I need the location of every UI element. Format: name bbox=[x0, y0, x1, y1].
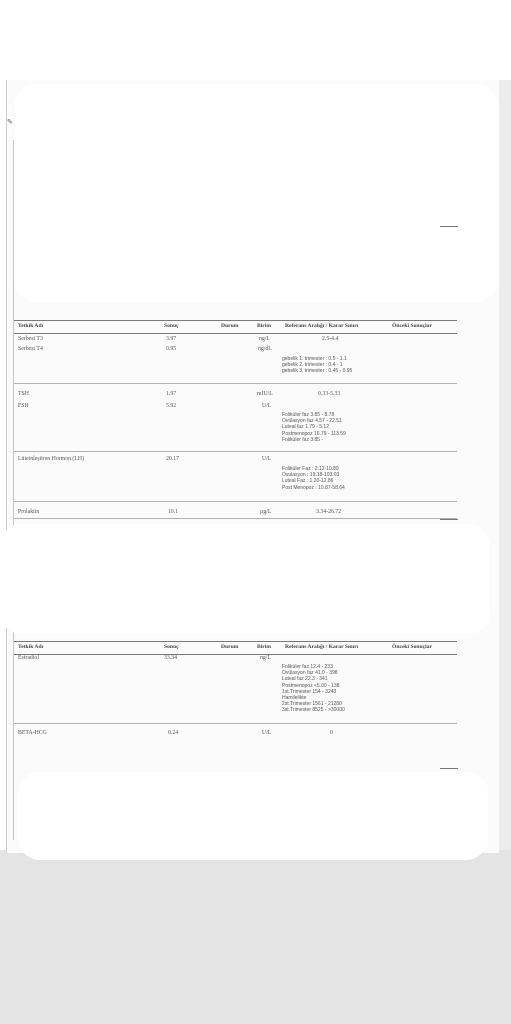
reference-line: Foliküler faz 3.85 - bbox=[282, 436, 324, 443]
row-result: 5.92 bbox=[166, 403, 177, 409]
row-test: Prolaktin bbox=[18, 509, 40, 515]
row-result: 20.17 bbox=[166, 456, 180, 462]
header-test: Tetkik Adı bbox=[18, 323, 44, 329]
reference-line: 1st.Trimester 154 - 3243 bbox=[282, 688, 337, 695]
reference-line: 3st.Trimester 8525 - >30000 bbox=[282, 707, 345, 714]
reference-line: Luteal faz 22.3 - 341 bbox=[282, 676, 328, 683]
reference-line: 2st.Trimester 1561 - 21280 bbox=[282, 701, 342, 708]
header-result: Sonuç bbox=[164, 644, 179, 650]
reference-list bbox=[282, 466, 345, 491]
results-table-2 bbox=[14, 641, 457, 771]
redaction-top bbox=[14, 84, 498, 302]
row-test: Serbest T3 bbox=[18, 336, 43, 342]
row-reference: 3.34-26.72 bbox=[316, 509, 342, 515]
redaction-top-band bbox=[0, 0, 511, 80]
reference-line: Postmenopoz <5.00 - 138 bbox=[282, 682, 340, 689]
reference-line: Foliküler faz 3.85 - 8.78 bbox=[282, 412, 335, 418]
redaction-bottom bbox=[18, 772, 488, 860]
row-result: 1.97 bbox=[166, 391, 177, 397]
row-result: 0.24 bbox=[168, 730, 179, 736]
redaction-middle bbox=[0, 524, 490, 634]
results-table-1 bbox=[14, 320, 457, 525]
row-separator bbox=[14, 501, 457, 502]
row-test: TSH bbox=[18, 391, 29, 397]
header-status: Durum bbox=[221, 323, 239, 329]
reference-line: gebelik 1. trimester : 0.5 - 1.1 bbox=[282, 356, 347, 362]
reference-line: Post Menopoz : 10.87-58.64 bbox=[282, 484, 345, 491]
row-reference: 2.5-4.4 bbox=[322, 336, 339, 342]
row-unit: U/L bbox=[262, 730, 272, 736]
reference-line: Ovulasyon : 19.18-103.03 bbox=[282, 472, 340, 479]
table-header bbox=[14, 320, 457, 334]
row-result: 3.97 bbox=[166, 336, 177, 342]
reference-line: Luteal faz 1.79 - 5.12 bbox=[282, 424, 329, 431]
row-reference: 0 bbox=[330, 730, 333, 736]
row-unit: U/L bbox=[262, 456, 272, 462]
row-reference: 0.33-5.33 bbox=[318, 391, 341, 397]
row-result: 10.1 bbox=[168, 509, 179, 515]
reference-line: Luteal Faz : 1.20-12.86 bbox=[282, 478, 334, 485]
header-status: Durum bbox=[221, 644, 239, 650]
row-test: FSH bbox=[18, 403, 29, 409]
header-previous: Önceki Sonuçlar bbox=[392, 644, 432, 650]
row-result: 0.95 bbox=[166, 346, 177, 352]
header-reference: Referans Aralığı / Karar Sınırı bbox=[285, 644, 359, 650]
table-header bbox=[14, 641, 457, 655]
header-reference: Referans Aralığı / Karar Sınırı bbox=[285, 323, 359, 329]
reference-list bbox=[282, 664, 345, 714]
row-test: Estradiol bbox=[18, 655, 39, 661]
header-previous: Önceki Sonuçlar bbox=[392, 323, 432, 329]
reference-list bbox=[282, 356, 352, 375]
row-separator bbox=[14, 451, 457, 452]
reference-line: Ovülasyon faz 41.0 - 398 bbox=[282, 670, 338, 677]
pencil-icon: ✎ bbox=[7, 118, 13, 126]
row-unit: ng/L bbox=[259, 336, 270, 342]
reference-line: Foliküler Faz : 2.12-10.89 bbox=[282, 466, 339, 472]
surface-below-paper bbox=[0, 850, 511, 1024]
row-separator bbox=[14, 383, 457, 384]
row-test: Lüteinleştiren Hormon (LH) bbox=[18, 456, 85, 462]
reference-line: gebelik 2. trimester : 0.4 - 1 bbox=[282, 362, 343, 369]
reference-line: Postmenopoz 16.79 - 113.59 bbox=[282, 430, 346, 437]
row-separator bbox=[14, 518, 457, 519]
paper-edge-shadow bbox=[497, 80, 511, 850]
row-separator bbox=[14, 723, 457, 724]
reference-line: Ovülasyon faz 4.57 - 22.51 bbox=[282, 418, 342, 425]
row-unit: mIU/L bbox=[257, 391, 273, 397]
row-test: Serbest T4 bbox=[18, 346, 43, 352]
row-test: BETA-HCG bbox=[18, 730, 47, 736]
row-unit: ng/L bbox=[260, 655, 271, 661]
header-test: Tetkik Adı bbox=[18, 644, 44, 650]
row-unit: µg/L bbox=[260, 509, 272, 515]
row-unit: U/L bbox=[262, 403, 272, 409]
reference-line: gebelik 3. trimester : 0.45 - 0.95 bbox=[282, 368, 353, 375]
reference-list bbox=[282, 412, 346, 443]
header-unit: Birim bbox=[257, 644, 271, 650]
row-unit: ng/dL bbox=[258, 346, 272, 352]
header-result: Sonuç bbox=[164, 323, 179, 329]
header-unit: Birim bbox=[257, 323, 271, 329]
reference-line: Foliküler faz 12.4 - 233 bbox=[282, 664, 333, 670]
reference-line: Hamilelikte bbox=[282, 695, 307, 702]
margin-tick bbox=[440, 226, 458, 227]
row-result: 33.34 bbox=[164, 655, 178, 661]
